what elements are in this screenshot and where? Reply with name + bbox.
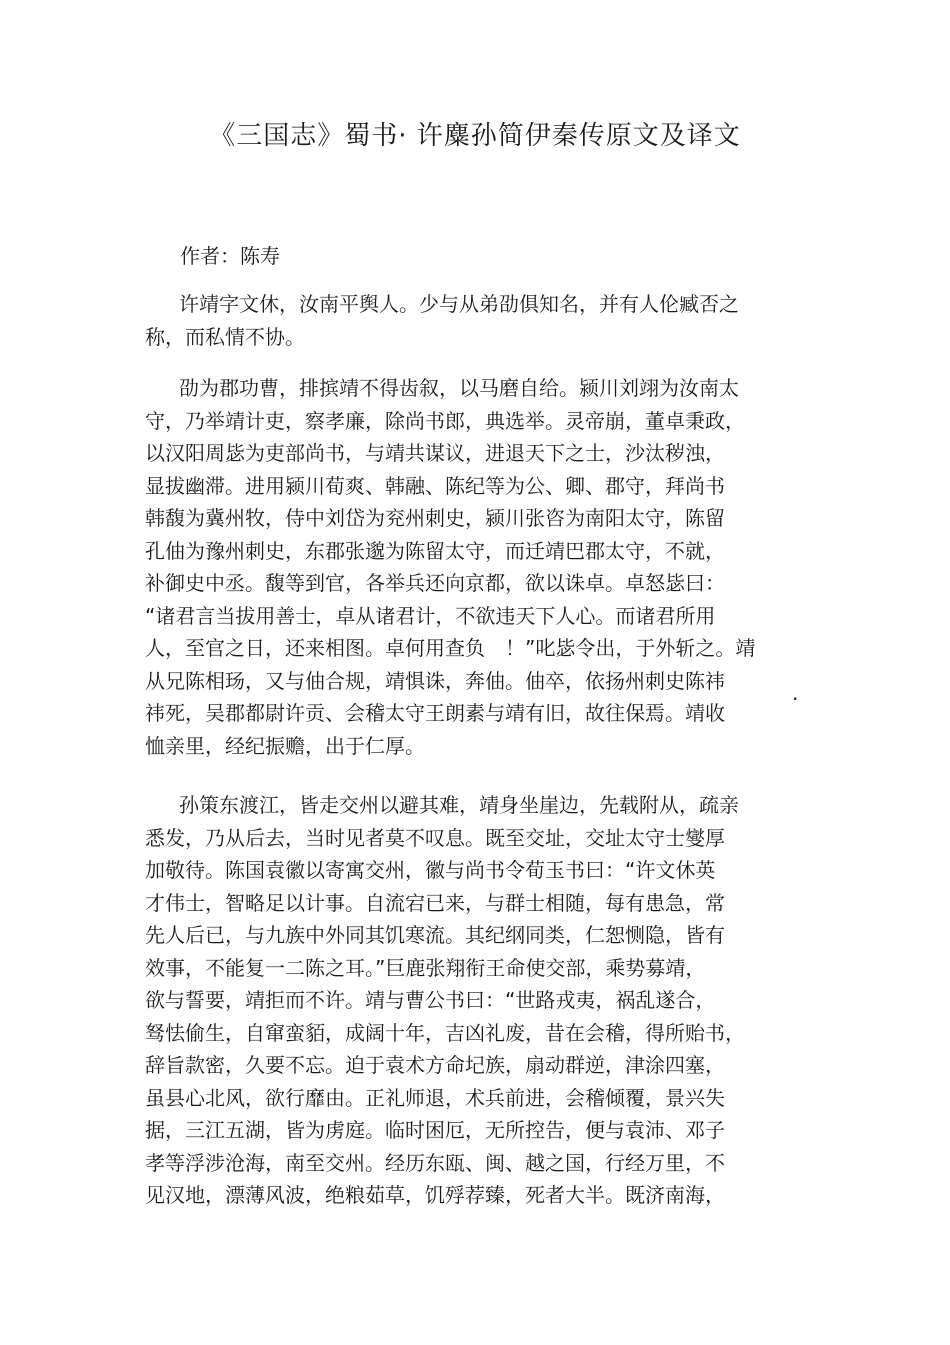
stray-mark: .	[792, 681, 799, 705]
paragraph-line: 劭为郡功曹，排摈靖不得齿叙，以马磨自给。颍川刘翊为汝南太	[179, 376, 739, 400]
paragraph-line: 悉发，乃从后去，当时见者莫不叹息。既至交址，交址太守士燮厚	[145, 825, 725, 850]
paragraph-line: 补御史中丞。馥等到官，各举兵还向京都，欲以诛卓。卓怒毖曰：	[145, 571, 725, 595]
paragraph-line: 孔伷为豫州刺史，东郡张邈为陈留太守，而迁靖巴郡太守，不就，	[145, 538, 725, 563]
paragraph-line: 辞旨款密，久要不忘。迫于袁术方命圮族，扇动群逆，津涂四塞，	[145, 1053, 725, 1077]
paragraph-line: 才伟士，智略足以计事。自流宕已来，与群士相随，每有患急，常	[145, 890, 725, 915]
paragraph-3	[145, 789, 745, 1212]
paragraph-1	[145, 288, 739, 353]
paragraph-line: 驽怯偷生，自窜蛮貊，成阔十年，吉凶礼废，昔在会稽，得所贻书，	[145, 1020, 745, 1045]
paragraph-line: 称，而私情不协。	[145, 324, 305, 349]
paragraph-line: 守，乃举靖计吏，察孝廉，除尚书郎，典选举。灵帝崩，董卓秉政，	[145, 408, 745, 433]
paragraph-line: 欲与誓要，靖拒而不许。靖与曹公书曰：“世路戎夷，祸乱遂合，	[145, 988, 716, 1012]
paragraph-line: 人，至官之日，还来相图。卓何用查负 ！”叱毖令出，于外斩之。靖	[145, 636, 756, 660]
paragraph-line: “诸君言当拔用善士，卓从诸君计，不欲违天下人心。而诸君所用	[145, 603, 716, 628]
document-title: 《三国志》蜀书· 许麋孙简伊秦传原文及译文	[209, 121, 741, 151]
paragraph-2	[145, 372, 755, 762]
paragraph-line: 以汉阳周毖为吏部尚书，与靖共谋议，进退天下之士，沙汰秽浊，	[145, 441, 725, 465]
paragraph-line: 许靖字文休，汝南平舆人。少与从弟劭俱知名，并有人伦臧否之	[179, 292, 739, 316]
paragraph-line: 显拔幽滞。进用颍川荀爽、韩融、陈纪等为公、卿、郡守，拜尚书	[145, 473, 725, 498]
author-line: 作者：陈寿	[180, 244, 280, 268]
paragraph-line: 虽县心北风，欲行靡由。正礼师退，术兵前进，会稽倾覆，景兴失	[145, 1085, 725, 1110]
paragraph-line: 祎死，吴郡都尉许贡、会稽太守王朗素与靖有旧，故往保焉。靖收	[145, 701, 725, 725]
paragraph-line: 见汉地，漂薄风波，绝粮茹草，饥殍荐臻，死者大半。既济南海，	[145, 1183, 725, 1207]
paragraph-line: 孙策东渡江，皆走交州以避其难，靖身坐崖边，先载附从，疏亲	[179, 793, 739, 817]
paragraph-line: 孝等浮涉沧海，南至交州。经历东瓯、闽、越之国，行经万里，不	[145, 1150, 725, 1175]
paragraph-line: 据，三江五湖，皆为虏庭。临时困厄，无所控告，便与袁沛、邓子	[145, 1118, 725, 1142]
paragraph-line: 恤亲里，经纪振赡，出于仁厚。	[145, 733, 425, 758]
paragraph-line: 韩馥为冀州牧，侍中刘岱为兖州刺史，颍川张咨为南阳太守，陈留	[145, 506, 725, 530]
paragraph-line: 先人后已，与九族中外同其饥寒流。其纪纲同类，仁恕恻隐，皆有	[145, 923, 725, 947]
paragraph-line: 效事，不能复一二陈之耳。”巨鹿张翔衔王命使交部，乘势募靖，	[145, 955, 706, 980]
paragraph-line: 从兄陈相玚，又与伷合规，靖惧诛，奔伷。伷卒，依扬州刺史陈祎	[145, 668, 725, 693]
paragraph-line: 加敬待。陈国袁徽以寄寓交州，徽与尚书令荀玉书曰：“许文休英	[145, 858, 716, 882]
